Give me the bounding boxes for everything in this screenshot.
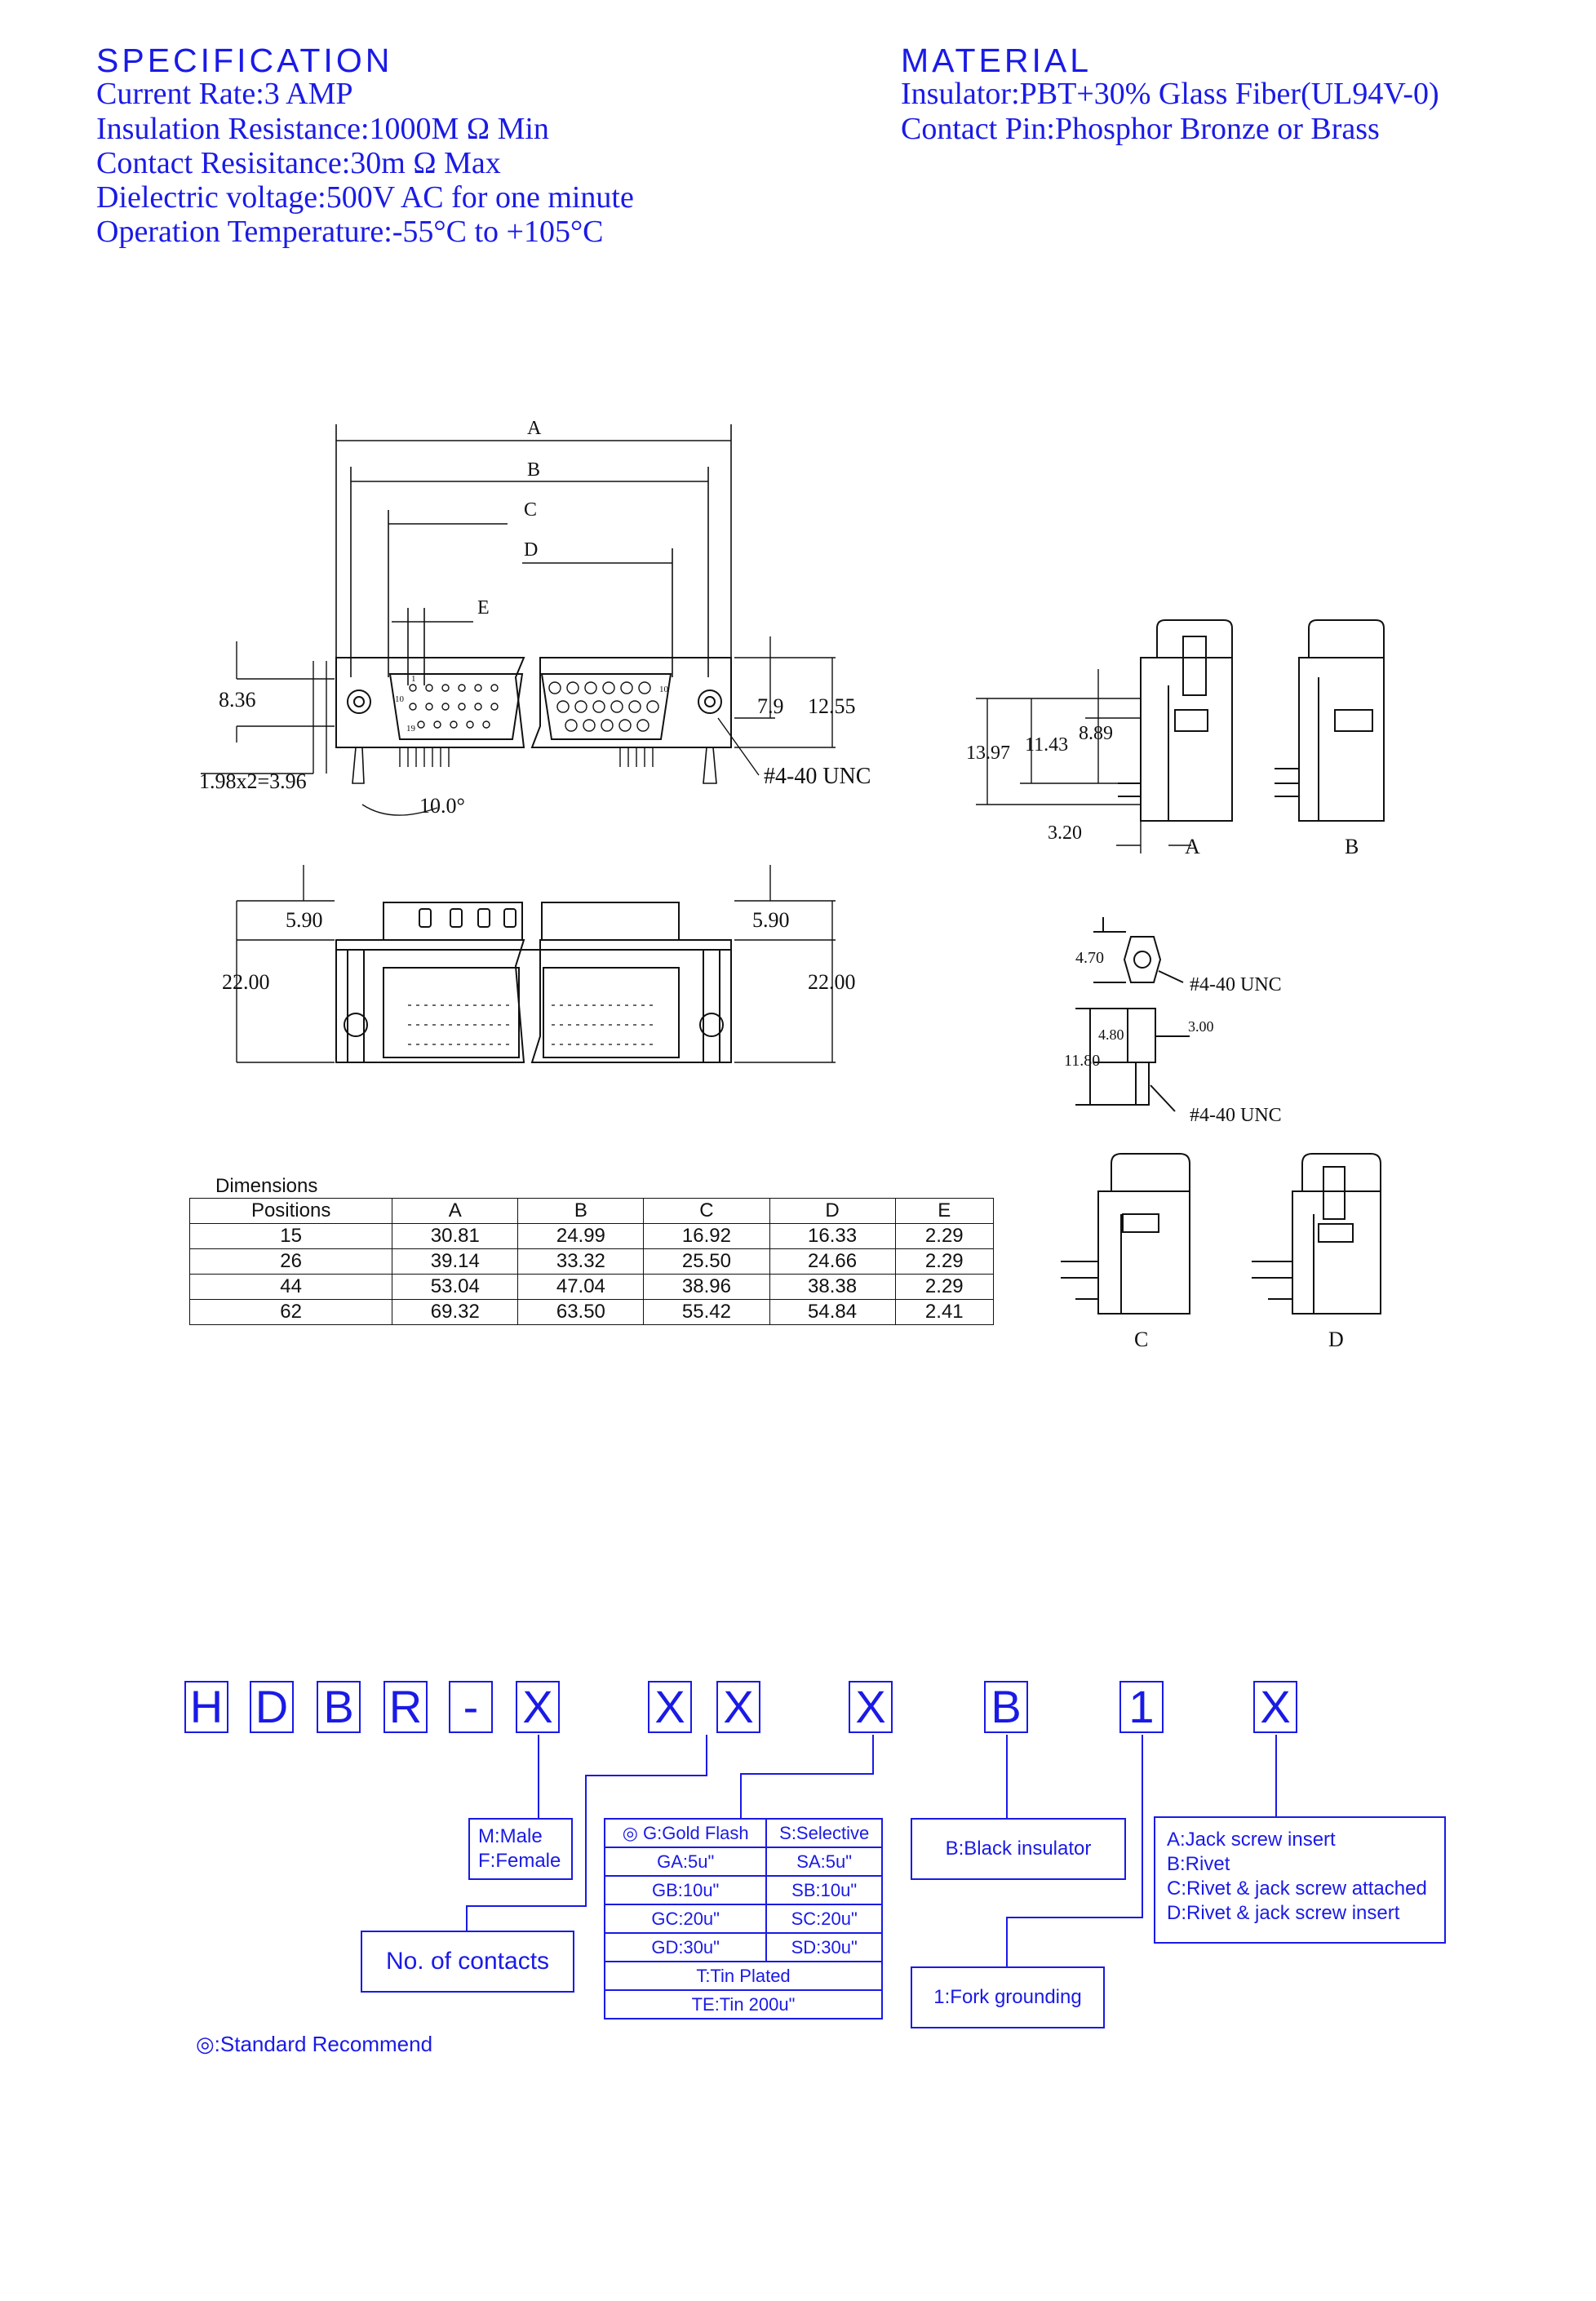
cell: 30.81 <box>392 1224 518 1249</box>
plating-row <box>605 1962 882 1990</box>
table-row <box>190 1224 994 1249</box>
plating-row <box>605 1847 882 1876</box>
cell: 62 <box>190 1300 392 1325</box>
bottom-dim-left-590: 5.90 <box>286 908 323 932</box>
spec-line: Current Rate:3 AMP <box>96 77 353 111</box>
col-header: D <box>769 1199 895 1224</box>
insulator-box <box>911 1818 1126 1880</box>
cell: 44 <box>190 1275 392 1300</box>
pin-label-10: 10 <box>395 694 404 704</box>
cell: 2.29 <box>895 1224 993 1249</box>
col-header: C <box>644 1199 769 1224</box>
cell: 24.99 <box>518 1224 644 1249</box>
bottom-dim-right-2200: 22.00 <box>808 970 856 994</box>
front-dim-pitch: 1.98x2=3.96 <box>199 769 307 793</box>
front-thread: #4-40 UNC <box>764 764 871 789</box>
contacts-label: No. of contacts <box>385 1948 550 1975</box>
table-header-row <box>190 1199 994 1224</box>
plating-cell: GC:20u" <box>605 1904 766 1933</box>
standard-note: ◎:Standard Recommend <box>196 2032 433 2056</box>
plating-row <box>605 1933 882 1962</box>
pin-label-1: 1 <box>411 674 416 684</box>
plating-row <box>605 1819 882 1847</box>
screw-dim-470: 4.70 <box>1075 949 1104 967</box>
cell: 38.96 <box>644 1275 769 1300</box>
screw-dim-1180: 11.80 <box>1064 1052 1101 1070</box>
code-char-d: D <box>250 1681 294 1733</box>
side-view-c <box>1061 1154 1190 1314</box>
code-char-contacts-1: X <box>648 1681 692 1733</box>
side-dim-889: 8.89 <box>1079 723 1113 744</box>
side-label-b: B <box>1345 835 1359 858</box>
bottom-dim-right-590: 5.90 <box>752 908 790 932</box>
plating-table <box>604 1818 883 2019</box>
plating-cell-tin: T:Tin Plated <box>605 1962 882 1990</box>
option-item: A:Jack screw insert <box>1167 1829 1336 1851</box>
screw-dim-480: 4.80 <box>1098 1026 1124 1043</box>
plating-cell: SA:5u" <box>766 1847 882 1876</box>
plating-row <box>605 1990 882 2019</box>
plating-cell: SB:10u" <box>766 1876 882 1904</box>
pin-field <box>410 682 658 731</box>
table-row <box>190 1275 994 1300</box>
table-row <box>190 1300 994 1325</box>
plating-cell: GB:10u" <box>605 1876 766 1904</box>
insulator-label: B:Black insulator <box>945 1838 1092 1860</box>
plating-cell: S:Selective <box>766 1819 882 1847</box>
front-dim-1255: 12.55 <box>808 694 856 718</box>
side-dim-320: 3.20 <box>1048 822 1082 844</box>
front-dim-836: 8.36 <box>219 688 256 712</box>
dimensions-caption: Dimensions <box>215 1175 318 1197</box>
dim-label-a: A <box>527 418 542 439</box>
bottom-view <box>336 902 731 1062</box>
cell: 24.66 <box>769 1249 895 1275</box>
cell: 38.38 <box>769 1275 895 1300</box>
front-dim-angle: 10.0° <box>419 794 465 818</box>
cell: 2.29 <box>895 1275 993 1300</box>
bottom-dims <box>237 865 836 1062</box>
table-row <box>190 1249 994 1275</box>
spec-line: Dielectric voltage:500V AC for one minute <box>96 180 634 215</box>
dim-label-d: D <box>524 539 539 561</box>
pin-label-10b: 10 <box>659 685 668 694</box>
grounding-box <box>911 1966 1105 2028</box>
cell: 63.50 <box>518 1300 644 1325</box>
cell: 53.04 <box>392 1275 518 1300</box>
material-heading: MATERIAL <box>901 42 1092 79</box>
side-label-c: C <box>1134 1328 1149 1351</box>
code-char-gender: X <box>516 1681 560 1733</box>
option-item: C:Rivet & jack screw attached <box>1167 1878 1427 1900</box>
cell: 39.14 <box>392 1249 518 1275</box>
options-box <box>1154 1816 1446 1944</box>
screw-dim-300: 3.00 <box>1188 1018 1214 1035</box>
side-label-a: A <box>1185 835 1200 858</box>
side-label-d: D <box>1328 1328 1344 1351</box>
code-char-option: X <box>1253 1681 1297 1733</box>
code-char-insulator: B <box>984 1681 1028 1733</box>
gender-male: M:Male <box>478 1825 543 1847</box>
col-header: Positions <box>190 1199 392 1224</box>
cell: 16.92 <box>644 1224 769 1249</box>
screw-thread-top: #4-40 UNC <box>1190 974 1282 995</box>
dim-label-b: B <box>527 459 541 481</box>
dim-label-c: C <box>524 499 538 521</box>
col-header: B <box>518 1199 644 1224</box>
option-item: D:Rivet & jack screw insert <box>1167 1902 1400 1924</box>
spec-heading: SPECIFICATION <box>96 42 393 79</box>
cell: 55.42 <box>644 1300 769 1325</box>
plating-cell: ◎ G:Gold Flash <box>605 1819 766 1847</box>
col-header: A <box>392 1199 518 1224</box>
bottom-dim-left-2200: 22.00 <box>222 970 270 994</box>
grounding-label: 1:Fork grounding <box>933 1986 1082 2008</box>
dim-label-e: E <box>477 597 490 618</box>
spec-line: Insulation Resistance:1000M Ω Min <box>96 112 549 146</box>
code-char-contacts-2: X <box>716 1681 760 1733</box>
cell: 25.50 <box>644 1249 769 1275</box>
material-line: Insulator:PBT+30% Glass Fiber(UL94V-0) <box>901 77 1439 111</box>
plating-row <box>605 1876 882 1904</box>
cell: 2.29 <box>895 1249 993 1275</box>
code-char-grounding: 1 <box>1119 1681 1164 1733</box>
front-dim-79: 7.9 <box>757 694 784 718</box>
contacts-box <box>361 1931 574 1993</box>
side-view-d <box>1252 1154 1381 1314</box>
cell: 33.32 <box>518 1249 644 1275</box>
cell: 16.33 <box>769 1224 895 1249</box>
cell: 2.41 <box>895 1300 993 1325</box>
plating-cell-tin200: TE:Tin 200u" <box>605 1990 882 2019</box>
code-char-h: H <box>184 1681 228 1733</box>
cell: 15 <box>190 1224 392 1249</box>
side-view-a <box>1118 620 1232 821</box>
dimensions-table <box>189 1198 994 1325</box>
code-char-plating: X <box>849 1681 893 1733</box>
plating-cell: GD:30u" <box>605 1933 766 1962</box>
code-char-r: R <box>383 1681 428 1733</box>
spec-line: Contact Resisitance:30m Ω Max <box>96 146 501 180</box>
side-view-b <box>1275 620 1384 821</box>
col-header: E <box>895 1199 993 1224</box>
plating-cell: SD:30u" <box>766 1933 882 1962</box>
material-line: Contact Pin:Phosphor Bronze or Brass <box>901 112 1380 146</box>
plating-cell: SC:20u" <box>766 1904 882 1933</box>
screw-thread-bottom: #4-40 UNC <box>1190 1105 1282 1126</box>
jack-screw-detail <box>1075 917 1190 1111</box>
code-char-b: B <box>317 1681 361 1733</box>
code-char-dash: - <box>449 1681 493 1733</box>
pin-label-19: 19 <box>406 724 415 734</box>
cell: 47.04 <box>518 1275 644 1300</box>
gender-female: F:Female <box>478 1850 561 1872</box>
side-dim-1397: 13.97 <box>966 743 1010 764</box>
plating-cell: GA:5u" <box>605 1847 766 1876</box>
side-dim-1143: 11.43 <box>1025 734 1069 756</box>
cell: 26 <box>190 1249 392 1275</box>
gender-box <box>468 1818 573 1880</box>
cell: 54.84 <box>769 1300 895 1325</box>
plating-row <box>605 1904 882 1933</box>
option-item: B:Rivet <box>1167 1853 1230 1875</box>
cell: 69.32 <box>392 1300 518 1325</box>
spec-line: Operation Temperature:-55°C to +105°C <box>96 215 604 249</box>
